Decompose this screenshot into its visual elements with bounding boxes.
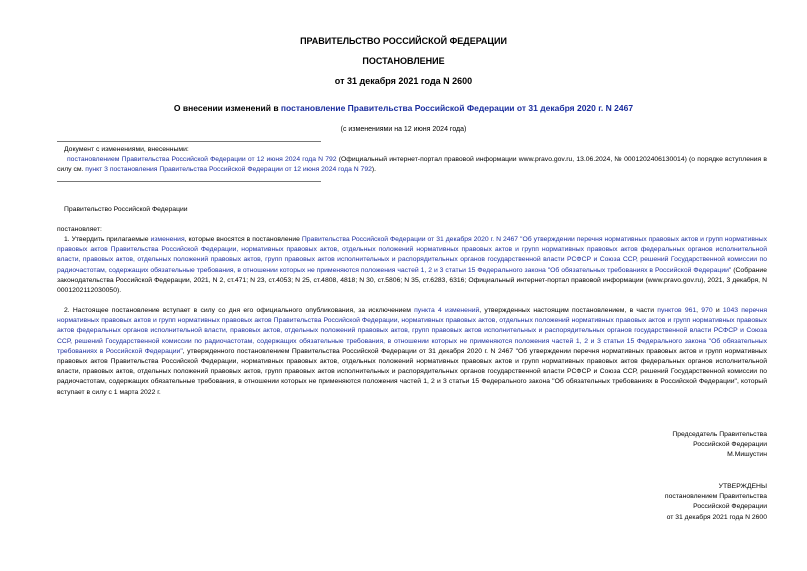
- signature-position: Председатель Правительства: [672, 431, 767, 438]
- p1-resolution-link[interactable]: Правительства Российской Федерации от 31 декабря 2020 г. N 2467 "Об утверждении перечня нормативных правовых актов и групп нормативных правовых актов Правительства Российской Федерации, нормативных правовых актов, отдельных положений нормативных правовых актов и групп нормативных правовых актов федеральных органов исполнительной власти, правовых актов, отдельных положений правовых актов, групп правовых актов исполнительных и распорядительных органов государственной власти РСФСР и Союза ССР, решений Государственной комиссии по радиочастотам, содержащих обязательные требования, в отношении которых не применяются положения частей 1, 2 и 3 статьи 15 Федерального закона "Об обязательных требованиях в Российской Федерации": [57, 236, 767, 274]
- approval-block: [665, 482, 767, 523]
- p1-changes-link[interactable]: изменения: [150, 236, 185, 243]
- p2-item961-link[interactable]: пунктов 961: [657, 307, 697, 314]
- edit-note: (с изменениями на 12 июня 2024 года): [340, 126, 467, 133]
- p2-text-a: 2. Настоящее постановление вступает в силу со дня его официального опубликования, за исключением: [64, 307, 415, 314]
- document-title-prefix: О внесении изменений в: [173, 103, 281, 113]
- amended-resolution-link[interactable]: постановление Правительства Российской Федерации от 31 декабря 2020 г. N 2467: [280, 103, 634, 113]
- document-date-heading: от 31 декабря 2021 года N 2600: [334, 76, 473, 86]
- changes-details: [57, 155, 767, 175]
- signature-block: [672, 430, 767, 461]
- p1-text-c: (Собрание законодательства Российской Федерации, 2021, N 2, ст.471; N 23, ст.4053; N 25, ст.4808, 4818; N 30, ст.5806; N 35, ст.6283, 6316; Официальный интернет-портал правовой информации (www.pravo.gov.ru), 2021, 3 декабря, N 0001202112030050).: [57, 266, 767, 295]
- signature-body: Российской Федерации: [693, 441, 767, 449]
- document-type-heading: ПОСТАНОВЛЕНИЕ: [362, 56, 445, 66]
- p1-text-b: , которые вносятся в постановление: [184, 236, 302, 243]
- p2-item970-link[interactable]: 970: [701, 307, 713, 314]
- p2-item1043-link[interactable]: 1043 перечня нормативных правовых актов и групп нормативных правовых актов Правительства Российской Федерации, нормативных правовых актов, отдельных положений нормативных правовых актов и групп нормативных правовых актов федеральных органов исполнительной власти, правовых актов, отдельных положений правовых актов, групп правовых актов исполнительных и распорядительных органов государственной власти РСФСР и Союза ССР, решений Государственной комиссии по радиочастотам, содержащих обязательные требования, в отношении которых не применяются положения частей 1, 2 и 3 статьи 15 Федерального закона "Об обязательных требованиях в Российской Федерации": [57, 307, 768, 355]
- effective-date-clause-link[interactable]: пункт 3 постановления Правительства Российской Федерации от 12 июня 2024 года N 792: [85, 165, 372, 173]
- body-government: Правительство Российской Федерации: [64, 206, 188, 213]
- approval-line-4: от 31 декабря 2021 года N 2600: [666, 513, 767, 521]
- paragraph-1: [57, 235, 767, 296]
- changes-text-2: ).: [371, 165, 377, 173]
- body-resolves: постановляет:: [57, 226, 102, 233]
- signature-name: М.Мишустин: [727, 451, 767, 459]
- amending-resolution-link[interactable]: постановлением Правительства Российской Федерации от 12 июня 2024 года N 792: [67, 156, 337, 163]
- p2-text-c: ,: [696, 307, 702, 314]
- approval-title: УТВЕРЖДЕНЫ: [718, 483, 767, 490]
- paragraph-2: [57, 306, 767, 398]
- p1-text-a: 1. Утвердить прилагаемые: [64, 236, 151, 243]
- government-heading: ПРАВИТЕЛЬСТВО РОССИЙСКОЙ ФЕДЕРАЦИИ: [300, 36, 507, 46]
- p2-text-e: , утвержденного постановлением Правительства Российской Федерации от 31 декабря 2020 г. N 2467 "Об утверждении перечня нормативных правовых актов и групп нормативных правовых актов Правительства Российской Федерации, нормативных правовых актов, отдельных положений нормативных правовых актов и групп нормативных правовых актов федеральных органов исполнительной власти, правовых актов, отдельных положений правовых актов, групп правовых актов исполнительных и распорядительных органов государственной власти РСФСР и Союза ССР, решений Государственной комиссии по радиочастотам, содержащих обязательные требования, в отношении которых не применяются положения частей 1, 2 и 3 статьи 15 Федерального закона "Об обязательных требованиях в Российской Федерации": [57, 347, 767, 386]
- changes-top-divider: [57, 141, 321, 142]
- p2-text-b: , утвержденных настоящим постановлением, в части: [479, 307, 658, 314]
- approval-line-3: Российской Федерации: [693, 503, 767, 511]
- approval-line-2: постановлением Правительства: [664, 493, 767, 501]
- document-title: [0, 103, 807, 113]
- changes-intro: Документ с изменениями, внесенными:: [64, 146, 189, 153]
- p2-clause4-link[interactable]: пункта 4 изменений: [414, 307, 480, 314]
- changes-text-1: (Официальный интернет-портал правовой информации www.pravo.gov.ru, 13.06.2024, № 0001202406130014) (о порядке вступления в силу см.: [57, 156, 767, 173]
- changes-bottom-divider: [57, 181, 321, 182]
- p2-text-f: , который вступает в силу с 1 марта 2022 г.: [57, 378, 767, 396]
- p2-text-d: и: [712, 307, 723, 314]
